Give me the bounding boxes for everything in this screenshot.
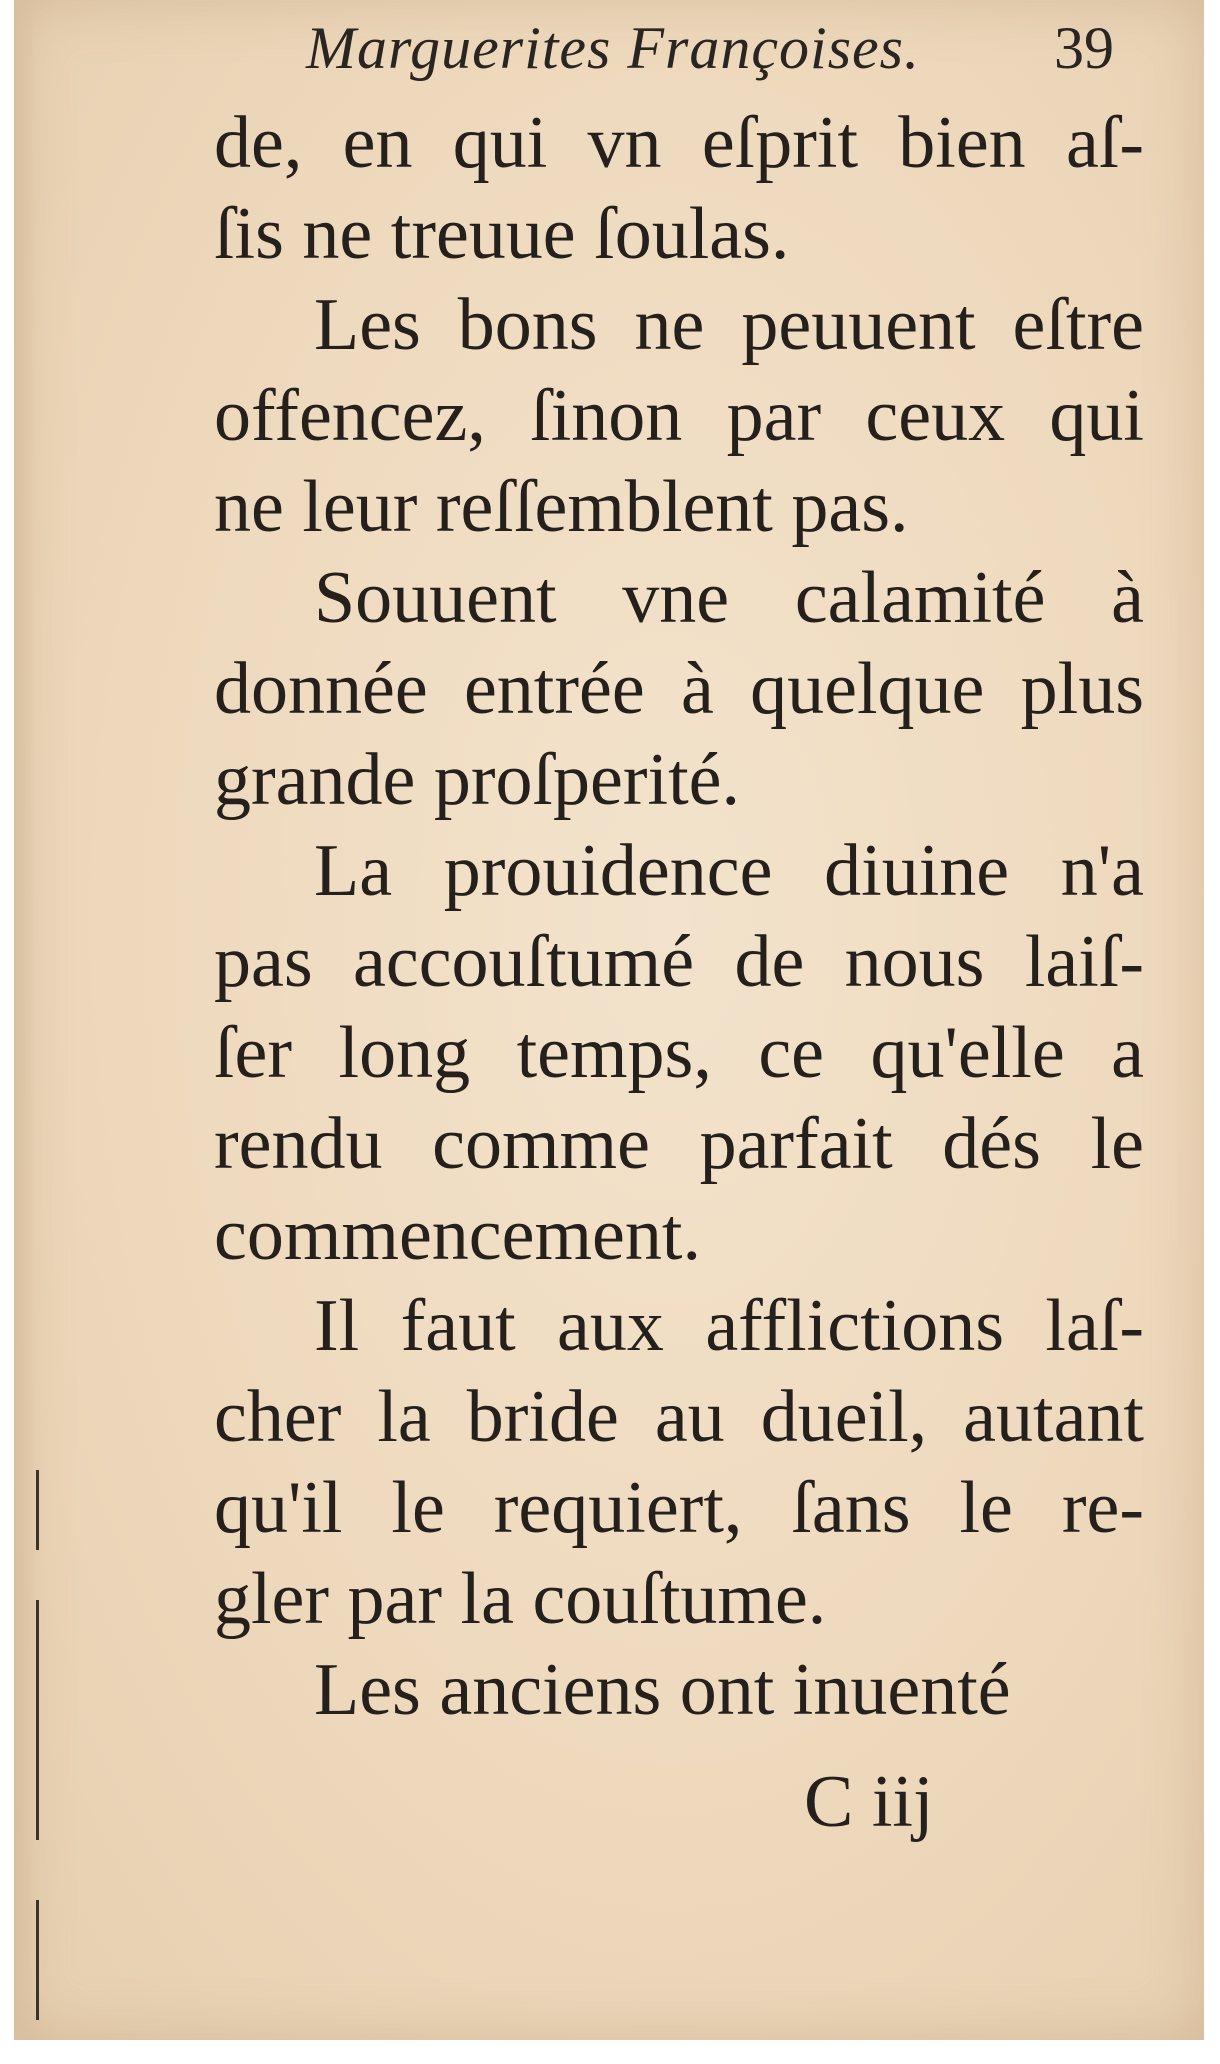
text-line: cher la bride au dueil, autant <box>214 1376 1144 1458</box>
text-line: ne leur reſſemblent pas. <box>214 466 909 548</box>
text-line: grande proſperité. <box>214 739 740 821</box>
text-line: ſis ne treuue ſoulas. <box>214 193 790 275</box>
text-line: commencement. <box>214 1194 701 1276</box>
margin-mark <box>36 1900 39 2020</box>
text-line: La prouidence diuine n'a <box>314 830 1144 912</box>
page-number: 39 <box>1054 15 1114 81</box>
body-text <box>214 98 1144 1736</box>
running-title: Marguerites Françoises. <box>306 15 921 81</box>
text-line: Les bons ne peuuent eſtre <box>314 284 1144 366</box>
text-line: Les anciens ont inuenté <box>314 1649 1011 1731</box>
text-line: gler par la couſtume. <box>214 1558 827 1640</box>
text-line: donnée entrée à quelque plus <box>214 648 1144 730</box>
text-line: offencez, ſinon par ceux qui <box>214 375 1144 457</box>
text-line: qu'il le requiert, ſans le re- <box>214 1467 1144 1549</box>
text-line: ſer long temps, ce qu'elle a <box>214 1012 1144 1094</box>
text-line: pas accouſtumé de nous laiſ- <box>214 921 1144 1003</box>
text-line: Il faut aux afflictions laſ- <box>314 1285 1144 1367</box>
book-page <box>14 0 1204 2040</box>
text-line: Souuent vne calamité à <box>314 557 1144 639</box>
running-head <box>14 14 1204 104</box>
text-line: de, en qui vn eſprit bien aſ- <box>214 102 1144 184</box>
margin-mark <box>36 1600 39 1840</box>
margin-mark <box>36 1470 39 1550</box>
text-line: rendu comme parfait dés le <box>214 1103 1144 1185</box>
signature-mark: C iij <box>804 1761 934 1843</box>
page-gutter-shadow <box>14 0 36 2040</box>
